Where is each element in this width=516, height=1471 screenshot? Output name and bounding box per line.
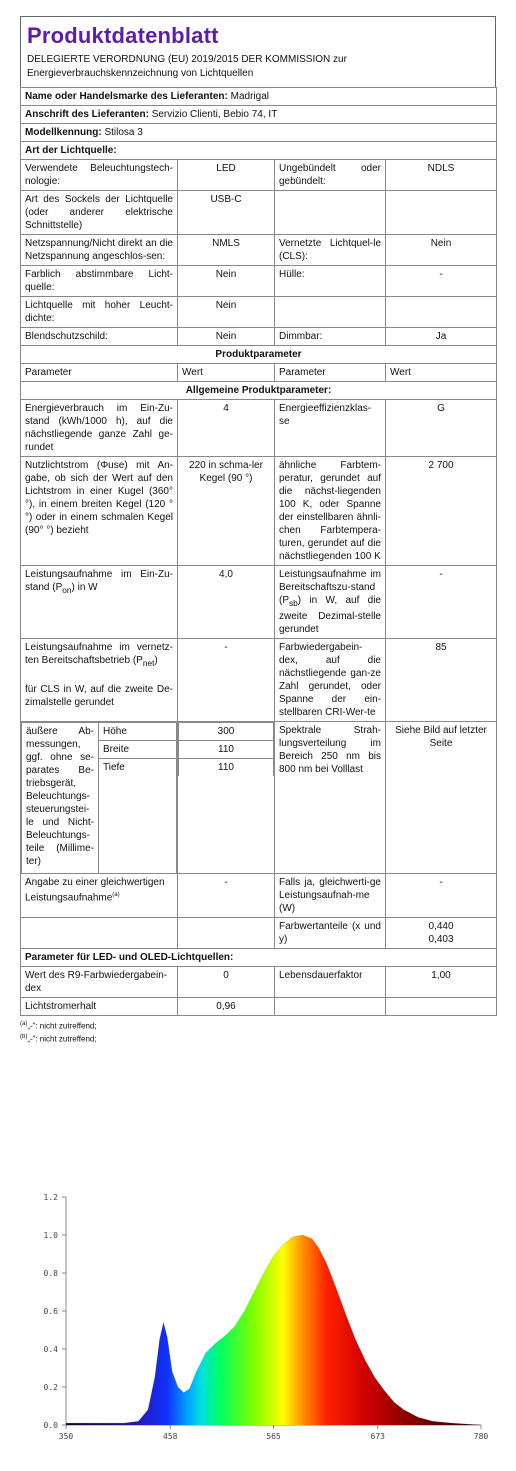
networked-standby-label: Leistungsaufnahme im vernetz-ten Bereitschaftsbetrieb $(P_{net})$ für CLS in W, auf die zweite De-zimalstelle gerundet bbox=[21, 639, 178, 722]
param-label: Verwendete Beleuchtungstech-nologie: bbox=[21, 160, 178, 191]
col-param-header: Parameter bbox=[21, 364, 178, 382]
dim-name: Höhe bbox=[99, 723, 177, 741]
param-row bbox=[21, 918, 497, 949]
x-tick-label: 780 bbox=[473, 1432, 489, 1441]
footnote: $^{(b)}$„-“: nicht zutreffend; bbox=[20, 1033, 97, 1044]
param-value bbox=[386, 191, 497, 235]
dim-value: 110 bbox=[179, 741, 274, 759]
light-source-header-row bbox=[21, 142, 497, 160]
spectrum-svg bbox=[26, 1185, 496, 1455]
supplier-name-label: Name oder Handelsmarke des Lieferanten: bbox=[25, 91, 228, 102]
param-label: Art des Sockels der Lichtquelle (oder anderer elektrische Schnittstelle) bbox=[21, 191, 178, 235]
dimensions-nested bbox=[21, 722, 177, 873]
dimensions-values bbox=[178, 722, 275, 874]
x-tick-label: 458 bbox=[163, 1432, 178, 1441]
param-value bbox=[386, 297, 497, 328]
light-source-row bbox=[21, 235, 497, 266]
param-row bbox=[21, 998, 497, 1016]
chromaticity-label: Farbwertanteile (x und y) bbox=[275, 918, 386, 949]
supplier-address-row bbox=[21, 106, 497, 124]
chromaticity-value: 0,440 0,403 bbox=[386, 918, 497, 949]
y-tick-label: 0.2 bbox=[43, 1383, 58, 1392]
param-value: - bbox=[386, 266, 497, 297]
datasheet-table bbox=[20, 87, 497, 1016]
param-value: 4 bbox=[178, 400, 275, 457]
col-value-header: Wert bbox=[386, 364, 497, 382]
param-value: LED bbox=[178, 160, 275, 191]
spectrum-fill bbox=[66, 1197, 481, 1425]
param-label: Nutzlichtstrom (Φuse) mit An-gabe, ob sich der Wert auf den Lichtstrom in einer Kugel (360° °), in einem breiten Kegel (120 °°) oder in einem schmalen Kegel (90° °) bezieht bbox=[21, 457, 178, 566]
param-value: NDLS bbox=[386, 160, 497, 191]
light-source-row bbox=[21, 328, 497, 346]
light-source-header: Art der Lichtquelle: bbox=[21, 142, 497, 160]
column-header-row bbox=[21, 364, 497, 382]
model-value: Stilosa 3 bbox=[104, 127, 143, 138]
supplier-address-value: Servizio Clienti, Bebio 74, IT bbox=[151, 109, 278, 120]
footnotes bbox=[20, 1019, 496, 1044]
general-params-header-row bbox=[21, 382, 497, 400]
dimensions-label: äußere Ab-messungen, ggf. ohne se-parates Be-triebsgerät, Beleuchtungs-steuerungstei-le und Nicht-Beleuchtungs-teile (Millime-ter) bbox=[22, 723, 99, 874]
supplier-name-row bbox=[21, 88, 497, 106]
light-source-row bbox=[21, 266, 497, 297]
param-value: USB-C bbox=[178, 191, 275, 235]
cri-value: 85 bbox=[386, 639, 497, 722]
y-tick-label: 0.8 bbox=[43, 1269, 58, 1278]
datasheet bbox=[20, 16, 496, 1044]
param-row bbox=[21, 566, 497, 639]
model-label: Modellkennung: bbox=[25, 127, 102, 138]
equivalent-power-w-label: Falls ja, gleichwerti-ge Leistungsaufnah-me (W) bbox=[275, 874, 386, 918]
param-label bbox=[275, 191, 386, 235]
param-row bbox=[21, 967, 497, 998]
general-params-header: Allgemeine Produktparameter: bbox=[21, 382, 497, 400]
param-value: Nein bbox=[386, 235, 497, 266]
param-value: G bbox=[386, 400, 497, 457]
y-tick-label: 1.2 bbox=[43, 1193, 58, 1202]
y-tick-label: 0.4 bbox=[43, 1345, 58, 1354]
power-on-label: Leistungsaufnahme im Ein-Zu-stand $(P_{on})$ in W bbox=[21, 566, 178, 639]
model-row bbox=[21, 124, 497, 142]
param-value: Nein bbox=[178, 297, 275, 328]
param-value: 220 in schma-ler Kegel (90 °) bbox=[178, 457, 275, 566]
col-param-header: Parameter bbox=[275, 364, 386, 382]
power-standby-value: - bbox=[386, 566, 497, 639]
x-tick-label: 673 bbox=[370, 1432, 385, 1441]
networked-standby-value: - bbox=[178, 639, 275, 722]
param-label: Lichtquelle mit hoher Leucht-dichte: bbox=[21, 297, 178, 328]
param-label: Energieverbrauch im Ein-Zu-stand (kWh/1000 h), auf die nächstliegende ganze Zahl ge-rundet bbox=[21, 400, 178, 457]
light-source-row bbox=[21, 297, 497, 328]
supplier-name-value: Madrigal bbox=[230, 91, 269, 102]
param-row bbox=[21, 722, 497, 874]
led-params-header-row bbox=[21, 949, 497, 967]
title-box bbox=[20, 16, 496, 51]
light-source-row bbox=[21, 191, 497, 235]
product-params-header-row bbox=[21, 346, 497, 364]
equivalent-power-label: Angabe zu einer gleichwertigen Leistungsaufnahme$^{(a)}$ bbox=[21, 874, 178, 918]
param-label: ähnliche Farbtem-peratur, gerundet auf die nächst-liegenden 100 K, oder Spanne der einstellbaren ähnli-chen Farbtempera-turen, gerundet auf die nächstliegenden 100 K bbox=[275, 457, 386, 566]
y-tick-label: 1.0 bbox=[43, 1231, 58, 1240]
param-row bbox=[21, 874, 497, 918]
param-label: Energieeffizienzklas-se bbox=[275, 400, 386, 457]
y-tick-label: 0.6 bbox=[43, 1307, 58, 1316]
x-tick-label: 350 bbox=[58, 1432, 74, 1441]
param-label: Dimmbar: bbox=[275, 328, 386, 346]
dim-name: Breite bbox=[99, 741, 177, 759]
param-value: Ja bbox=[386, 328, 497, 346]
param-label: Netzspannung/Nicht direkt an die Netzspannung angeschlos-sen: bbox=[21, 235, 178, 266]
r9-label: Wert des R9-Farbwiedergabein-dex bbox=[21, 967, 178, 998]
param-value: NMLS bbox=[178, 235, 275, 266]
param-value: Nein bbox=[178, 328, 275, 346]
param-label: Hülle: bbox=[275, 266, 386, 297]
lifetime-label: Lebensdauerfaktor bbox=[275, 967, 386, 998]
dim-name: Tiefe bbox=[99, 759, 177, 874]
x-tick-label: 565 bbox=[266, 1432, 281, 1441]
dim-value: 300 bbox=[179, 723, 274, 741]
col-value-header: Wert bbox=[178, 364, 275, 382]
led-params-header: Parameter für LED- und OLED-Lichtquellen: bbox=[21, 949, 497, 967]
power-standby-label: Leistungsaufnahme im Bereitschaftszu-stand $(P_{sb})$ in W, auf die zweite Dezimal-stelle gerundet bbox=[275, 566, 386, 639]
intro-text: DELEGIERTE VERORDNUNG (EU) 2019/2015 DER KOMMISSION zur Energieverbrauchskennzeichnung von Lichtquellen bbox=[20, 51, 496, 87]
param-label: Ungebündelt oder gebündelt: bbox=[275, 160, 386, 191]
lifetime-value: 1,00 bbox=[386, 967, 497, 998]
power-on-value: 4,0 bbox=[178, 566, 275, 639]
param-label: Vernetzte Lichtquel-le (CLS): bbox=[275, 235, 386, 266]
equivalent-power-value: - bbox=[178, 874, 275, 918]
param-label: Blendschutzschild: bbox=[21, 328, 178, 346]
equivalent-power-w-value: - bbox=[386, 874, 497, 918]
param-label bbox=[275, 297, 386, 328]
r9-value: 0 bbox=[178, 967, 275, 998]
param-value: Nein bbox=[178, 266, 275, 297]
param-label: Farblich abstimmbare Licht-quelle: bbox=[21, 266, 178, 297]
param-row bbox=[21, 457, 497, 566]
dim-value: 110 bbox=[179, 759, 274, 777]
product-params-header: Produktparameter bbox=[21, 346, 497, 364]
footnote: $^{(a)}$„-“: nicht zutreffend; bbox=[20, 1021, 97, 1031]
param-value: 2 700 bbox=[386, 457, 497, 566]
spectrum-chart bbox=[26, 1185, 496, 1455]
y-tick-label: 0.0 bbox=[43, 1421, 58, 1430]
page-title: Produktdatenblatt bbox=[27, 23, 219, 48]
dimensions-cell bbox=[21, 722, 178, 874]
maintenance-label: Lichtstromerhalt bbox=[21, 998, 178, 1016]
param-row bbox=[21, 639, 497, 722]
spectral-value: Siehe Bild auf letzter Seite bbox=[386, 722, 497, 874]
cri-label: Farbwiedergabein-dex, auf die nächstliegende gan-ze Zahl gerundet, oder Spanne der ein-stellbaren CRI-Wer-te bbox=[275, 639, 386, 722]
spectral-label: Spektrale Strah-lungsverteilung im Bereich 250 nm bis 800 nm bei Volllast bbox=[275, 722, 386, 874]
light-source-row bbox=[21, 160, 497, 191]
supplier-address-label: Anschrift des Lieferanten: bbox=[25, 109, 149, 120]
maintenance-value: 0,96 bbox=[178, 998, 275, 1016]
param-row bbox=[21, 400, 497, 457]
